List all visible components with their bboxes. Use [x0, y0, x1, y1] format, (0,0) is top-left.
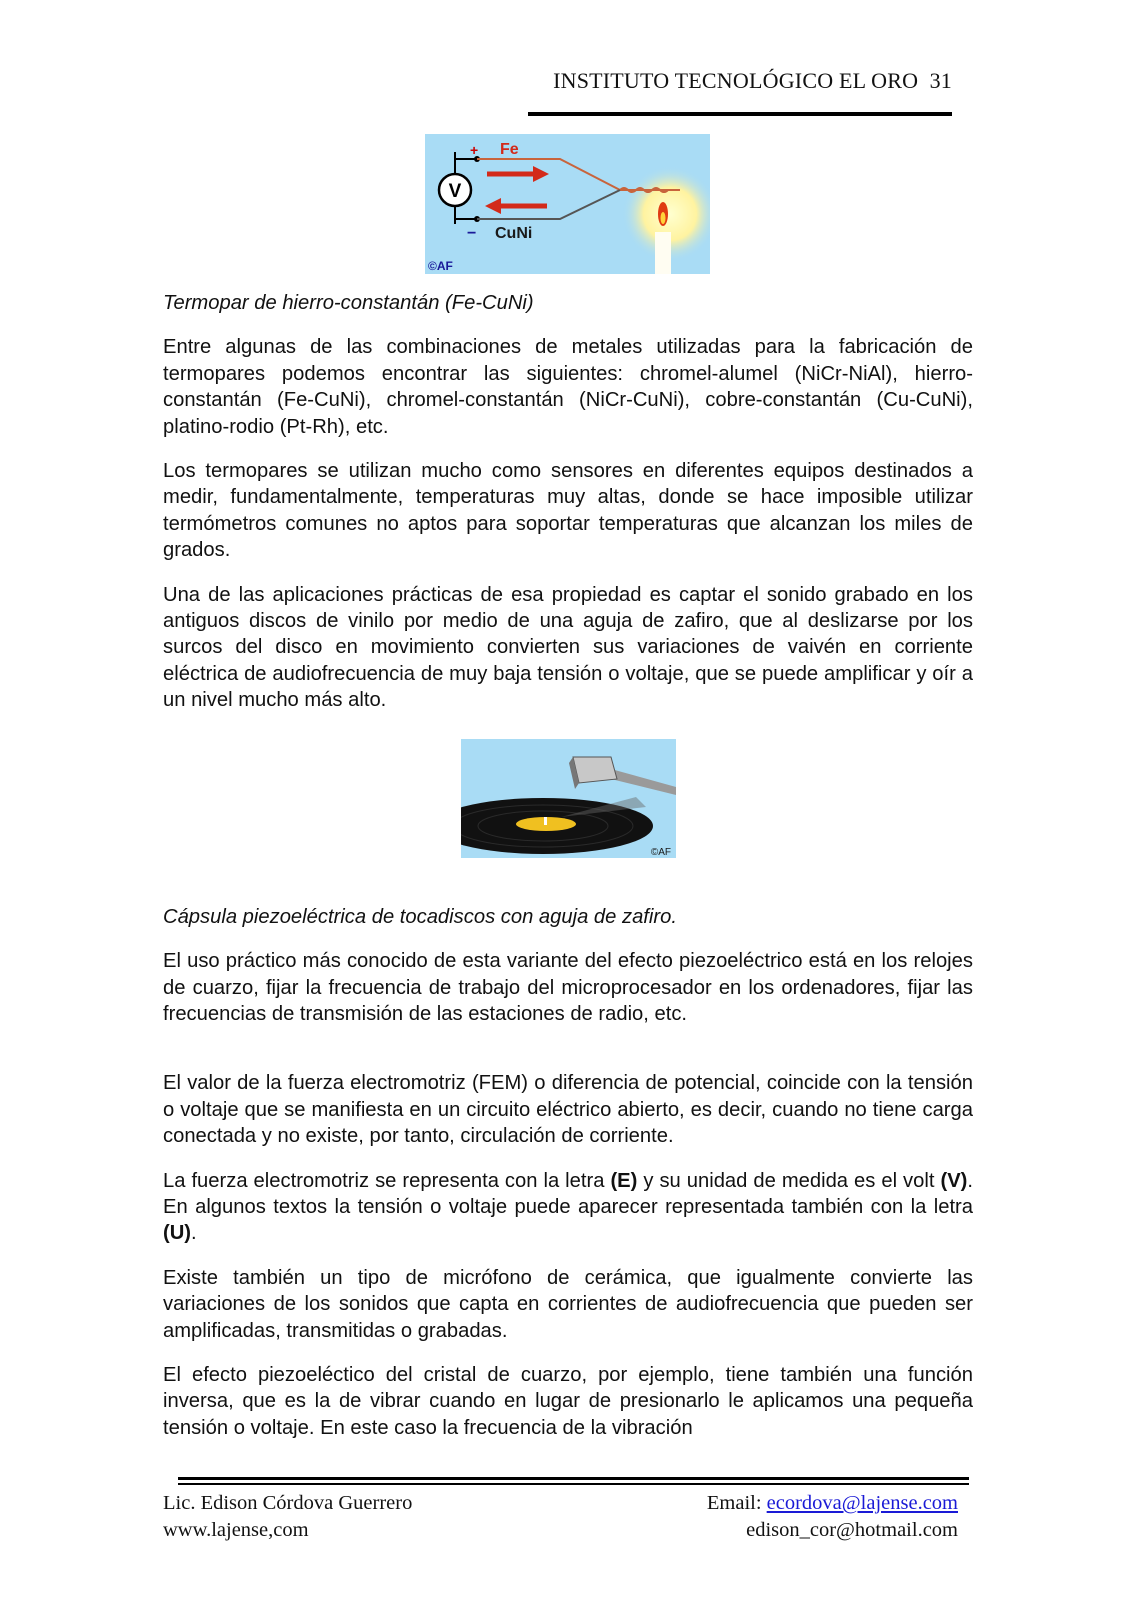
- symbol-u: (U): [163, 1222, 192, 1245]
- secondary-email: edison_cor@hotmail.com: [746, 1519, 958, 1541]
- figure1-credit: ©AF: [428, 259, 453, 273]
- email-link[interactable]: ecordova@lajense.com: [766, 1492, 958, 1514]
- minus-label: −: [467, 225, 477, 242]
- paragraph-ceramic-microphone: Existe también un tipo de micrófono de cerámica, que igualmente convierte las variaciones de los sonidos que capta en corrientes de audiofrecuencia que pueden ser amplificadas, transmitidas o grabadas.: [163, 1266, 973, 1342]
- footer-right: [600, 1490, 958, 1544]
- paragraph-inverse-effect: El efecto piezoeléctico del cristal de cuarzo, por ejemplo, tiene también una función inversa, que es la de vibrar cuando en lugar de presionarlo le aplicamos una pequeña tensión o voltaje. En este caso la frecuencia de la vibración: [163, 1363, 973, 1439]
- page-header: [520, 68, 952, 94]
- fe-label: Fe: [500, 141, 519, 158]
- symbol-v: (V): [940, 1169, 968, 1192]
- footer-left: [163, 1490, 412, 1544]
- institution-title: INSTITUTO TECNOLÓGICO EL ORO: [553, 68, 919, 93]
- email-label: Email:: [706, 1492, 767, 1514]
- thermocouple-figure: [425, 134, 710, 274]
- footer-divider-bottom: [178, 1483, 969, 1485]
- paragraph-fem-units: La fuerza electromotriz se representa con la letra (E) y su unidad de medida es el volt (V). En algunos textos la tensión o voltaje puede aparecer representada también con la letra (U).: [163, 1169, 973, 1245]
- author-name: Lic. Edison Córdova Guerrero: [163, 1492, 413, 1514]
- footer-divider-top: [178, 1477, 969, 1480]
- paragraph-fem-definition: El valor de la fuerza electromotriz (FEM) o diferencia de potencial, coincide con la tensión o voltaje que se manifiesta en un circuito eléctrico abierto, es decir, cuando no tiene carga conectada y no existe, por tanto, circulación de corriente.: [163, 1072, 973, 1148]
- paragraph-vinyl-application: Una de las aplicaciones prácticas de esa propiedad es captar el sonido grabado en los antiguos discos de vinilo por medio de una aguja de zafiro, que al deslizarse por los surcos del disco en movimiento convierten sus variaciones de vaivén en corriente eléctrica de audiofrecuencia de muy baja tensión o voltaje, que se puede amplificar y oír a un nivel mucho más alto.: [163, 583, 973, 712]
- figure2-credit: ©AF: [650, 847, 671, 858]
- paragraph-thermocouple-uses: Los termopares se utilizan mucho como sensores en diferentes equipos destinados a medir, fundamentalmente, temperaturas muy altas, donde se hace imposible utilizar termómetros comunes no aptos para soportar temperaturas que alcanzan los miles de grados.: [163, 460, 973, 562]
- figure1-caption: Termopar de hierro-constantán (Fe-CuNi): [163, 292, 534, 314]
- main-content: [163, 290, 973, 1441]
- plus-label: +: [470, 142, 479, 158]
- paragraph-quartz-uses: El uso práctico más conocido de esta variante del efecto piezoeléctrico está en los relojes de cuarzo, fijar la frecuencia de trabajo del microprocesador en los ordenadores, fijar las frecuencias de transmisión de las estaciones de radio, etc.: [163, 950, 973, 1025]
- figure2-caption: Cápsula piezoeléctrica de tocadiscos con aguja de zafiro.: [163, 905, 677, 928]
- website-text: www.lajense,com: [163, 1519, 309, 1541]
- voltmeter-label: V: [448, 181, 462, 202]
- symbol-e: (E): [610, 1169, 638, 1192]
- cuni-label: CuNi: [495, 225, 533, 242]
- header-divider: [528, 112, 952, 116]
- page-number: 31: [929, 68, 952, 93]
- paragraph-metal-combinations: Entre algunas de las combinaciones de metales utilizadas para la fabricación de termopares podemos encontrar las siguientes: chromel-alumel (NiCr-NiAl), hierro-constantán (Fe-CuNi), chromel-constantán (NiCr-CuNi), cobre-constantán (Cu-CuNi), platino-rodio (Pt-Rh), etc.: [163, 336, 973, 438]
- candle-icon: [655, 232, 671, 274]
